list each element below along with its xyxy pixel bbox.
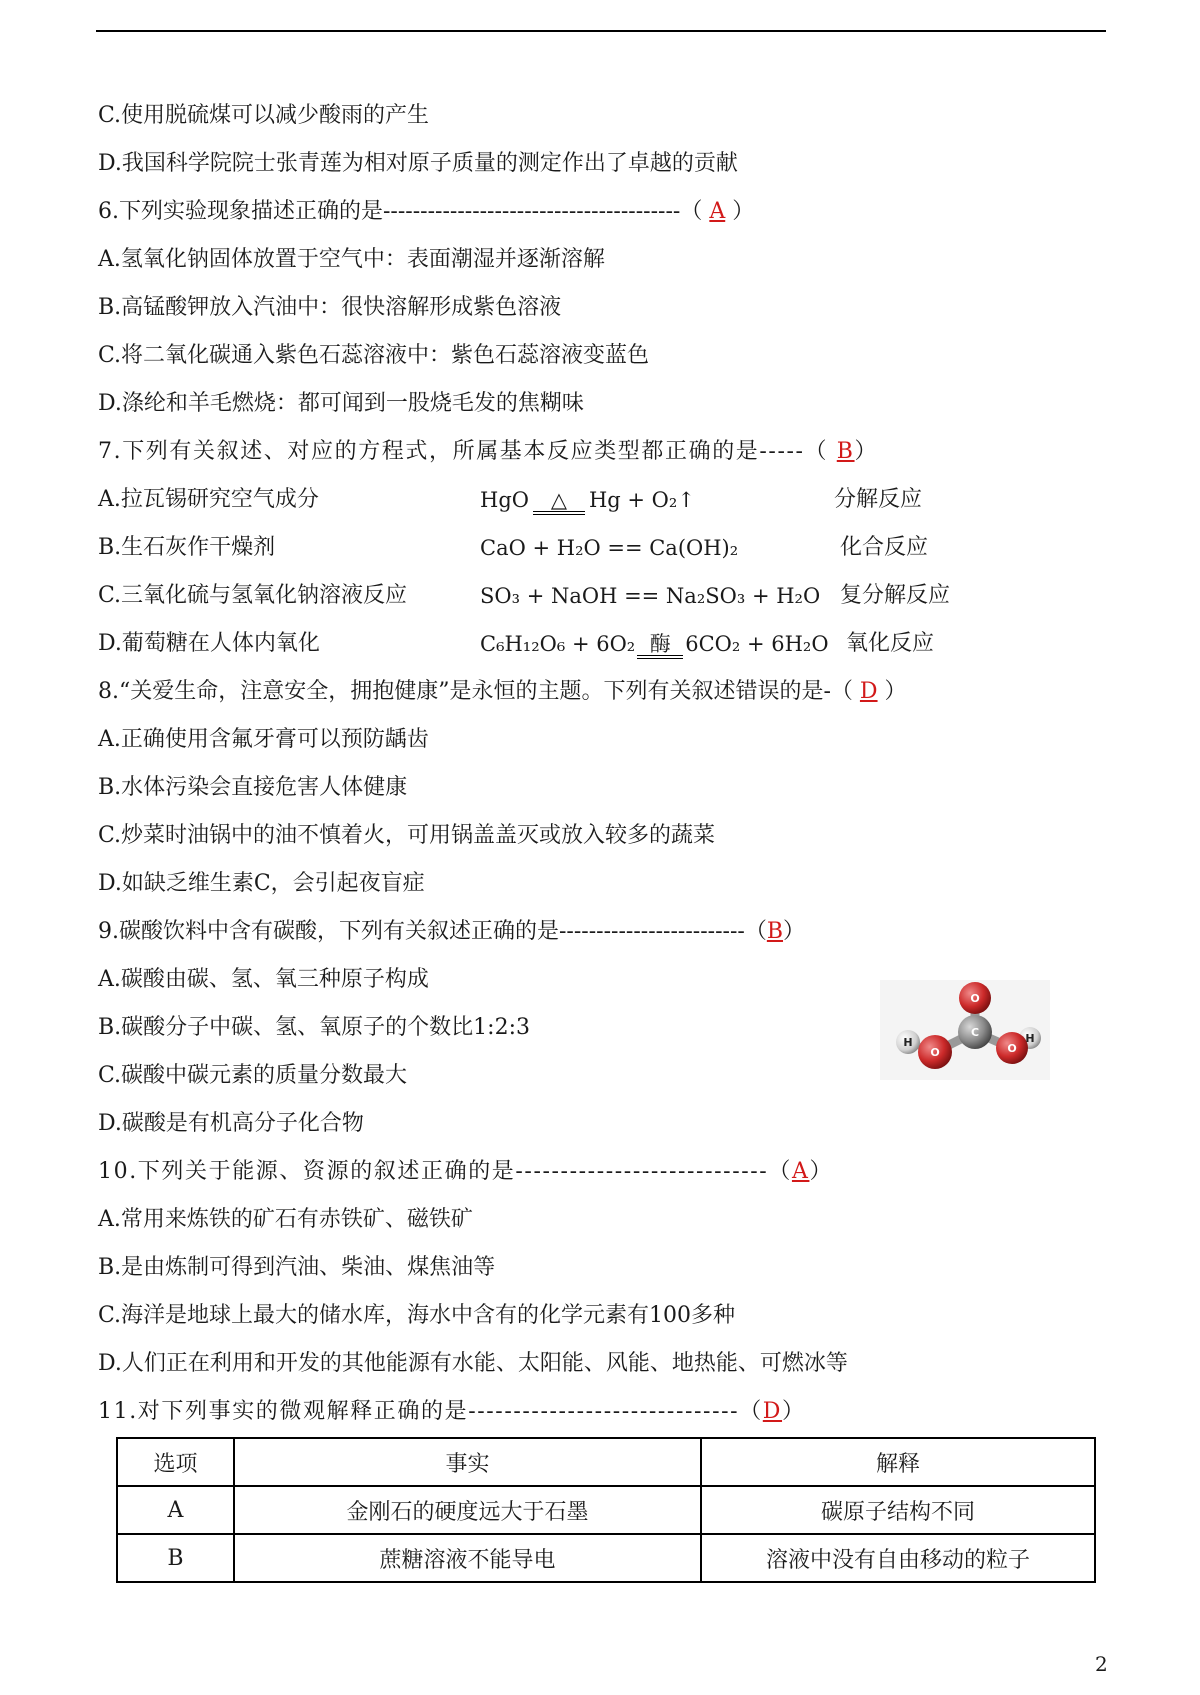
svg-text:O: O — [930, 1046, 940, 1059]
equation-c: SO₃ + NaOH == Na₂SO₃ + H₂O — [480, 584, 821, 608]
table-cell: 溶液中没有自由移动的粒子 — [701, 1534, 1095, 1582]
table-header: 事实 — [234, 1438, 701, 1486]
answer-mark: A — [791, 1159, 810, 1184]
option-line: C.将二氧化碳通入紫色石蕊溶液中：紫色石蕊溶液变蓝色 — [98, 343, 650, 368]
answer-mark: B — [766, 919, 784, 944]
option-line: C.三氧化硫与氢氧化钠溶液反应 — [98, 583, 408, 608]
table-row — [117, 1534, 1095, 1582]
equation-d: C₆H₁₂O₆ + 6O₂ 酶 6CO₂ + 6H₂O — [480, 629, 829, 659]
table-header: 选项 — [117, 1438, 234, 1486]
equation-b: CaO + H₂O == Ca(OH)₂ — [480, 536, 739, 560]
option-line: A.碳酸由碳、氢、氧三种原子构成 — [98, 967, 429, 992]
option-line: A.正确使用含氟牙膏可以预防龋齿 — [98, 727, 429, 752]
question-6: 6.下列实验现象描述正确的是----------------------------------------（ A ） — [98, 199, 755, 224]
table-cell: A — [117, 1486, 234, 1534]
option-line: B.碳酸分子中碳、氢、氧原子的个数比1:2:3 — [98, 1015, 530, 1040]
svg-text:C: C — [970, 1026, 980, 1039]
equation-a: HgO △ Hg + O₂↑ — [480, 485, 695, 515]
reaction-type: 复分解反应 — [840, 583, 951, 608]
answer-mark: A — [709, 199, 726, 224]
page-number: 2 — [1095, 1652, 1108, 1676]
svg-text:O: O — [1007, 1042, 1017, 1055]
option-line: A.氢氧化钠固体放置于空气中：表面潮湿并逐渐溶解 — [98, 247, 605, 272]
option-line: B.生石灰作干燥剂 — [98, 535, 276, 560]
option-line: C.碳酸中碳元素的质量分数最大 — [98, 1063, 408, 1088]
svg-text:H: H — [903, 1036, 913, 1049]
option-line: C.炒菜时油锅中的油不慎着火，可用锅盖盖灭或放入较多的蔬菜 — [98, 823, 716, 848]
option-line: B.水体污染会直接危害人体健康 — [98, 775, 408, 800]
table-row — [117, 1486, 1095, 1534]
option-line: D.人们正在利用和开发的其他能源有水能、太阳能、风能、地热能、可燃冰等 — [98, 1351, 848, 1376]
table-cell: 金刚石的硬度远大于石墨 — [234, 1486, 701, 1534]
table-cell: 蔗糖溶液不能导电 — [234, 1534, 701, 1582]
table-header-row — [117, 1438, 1095, 1486]
option-line: A.拉瓦锡研究空气成分 — [98, 487, 319, 512]
option-line: D.如缺乏维生素C，会引起夜盲症 — [98, 871, 425, 896]
question-11: 11.对下列事实的微观解释正确的是------------------------------（D） — [98, 1399, 806, 1424]
question-7: 7.下列有关叙述、对应的方程式，所属基本反应类型都正确的是-----（ B） — [98, 439, 879, 464]
question-10: 10.下列关于能源、资源的叙述正确的是----------------------------（A） — [98, 1159, 834, 1184]
reaction-type: 化合反应 — [840, 535, 929, 560]
svg-text:O: O — [970, 992, 980, 1005]
carbonic-acid-molecule-image — [880, 980, 1050, 1080]
reaction-type: 分解反应 — [834, 487, 923, 512]
table-cell: 碳原子结构不同 — [701, 1486, 1095, 1534]
explanation-table — [116, 1437, 1096, 1583]
answer-mark: B — [836, 439, 855, 464]
condition-enzyme: 酶 — [637, 633, 683, 659]
question-9: 9.碳酸饮料中含有碳酸，下列有关叙述正确的是-------------------------（B） — [98, 919, 806, 944]
table-cell: B — [117, 1534, 234, 1582]
condition-triangle: △ — [533, 489, 585, 515]
option-line: B.是由炼制可得到汽油、柴油、煤焦油等 — [98, 1255, 496, 1280]
option-line: D.碳酸是有机高分子化合物 — [98, 1111, 364, 1136]
question-8: 8.“关爱生命，注意安全，拥抱健康”是永恒的主题。下列有关叙述错误的是-（ D ） — [98, 679, 907, 704]
reaction-type: 氧化反应 — [846, 631, 935, 656]
option-line: C.使用脱硫煤可以减少酸雨的产生 — [98, 103, 430, 128]
option-line: D.葡萄糖在人体内氧化 — [98, 631, 320, 656]
answer-mark: D — [762, 1399, 783, 1424]
option-line: C.海洋是地球上最大的储水库，海水中含有的化学元素有100多种 — [98, 1303, 736, 1328]
svg-text:H: H — [1025, 1032, 1035, 1045]
header-rule — [96, 30, 1106, 32]
option-line: B.高锰酸钾放入汽油中：很快溶解形成紫色溶液 — [98, 295, 562, 320]
table-header: 解释 — [701, 1438, 1095, 1486]
option-line: A.常用来炼铁的矿石有赤铁矿、磁铁矿 — [98, 1207, 473, 1232]
option-line: D.我国科学院院士张青莲为相对原子质量的测定作出了卓越的贡献 — [98, 151, 738, 176]
option-line: D.涤纶和羊毛燃烧：都可闻到一股烧毛发的焦糊味 — [98, 391, 584, 416]
answer-mark: D — [859, 679, 878, 704]
